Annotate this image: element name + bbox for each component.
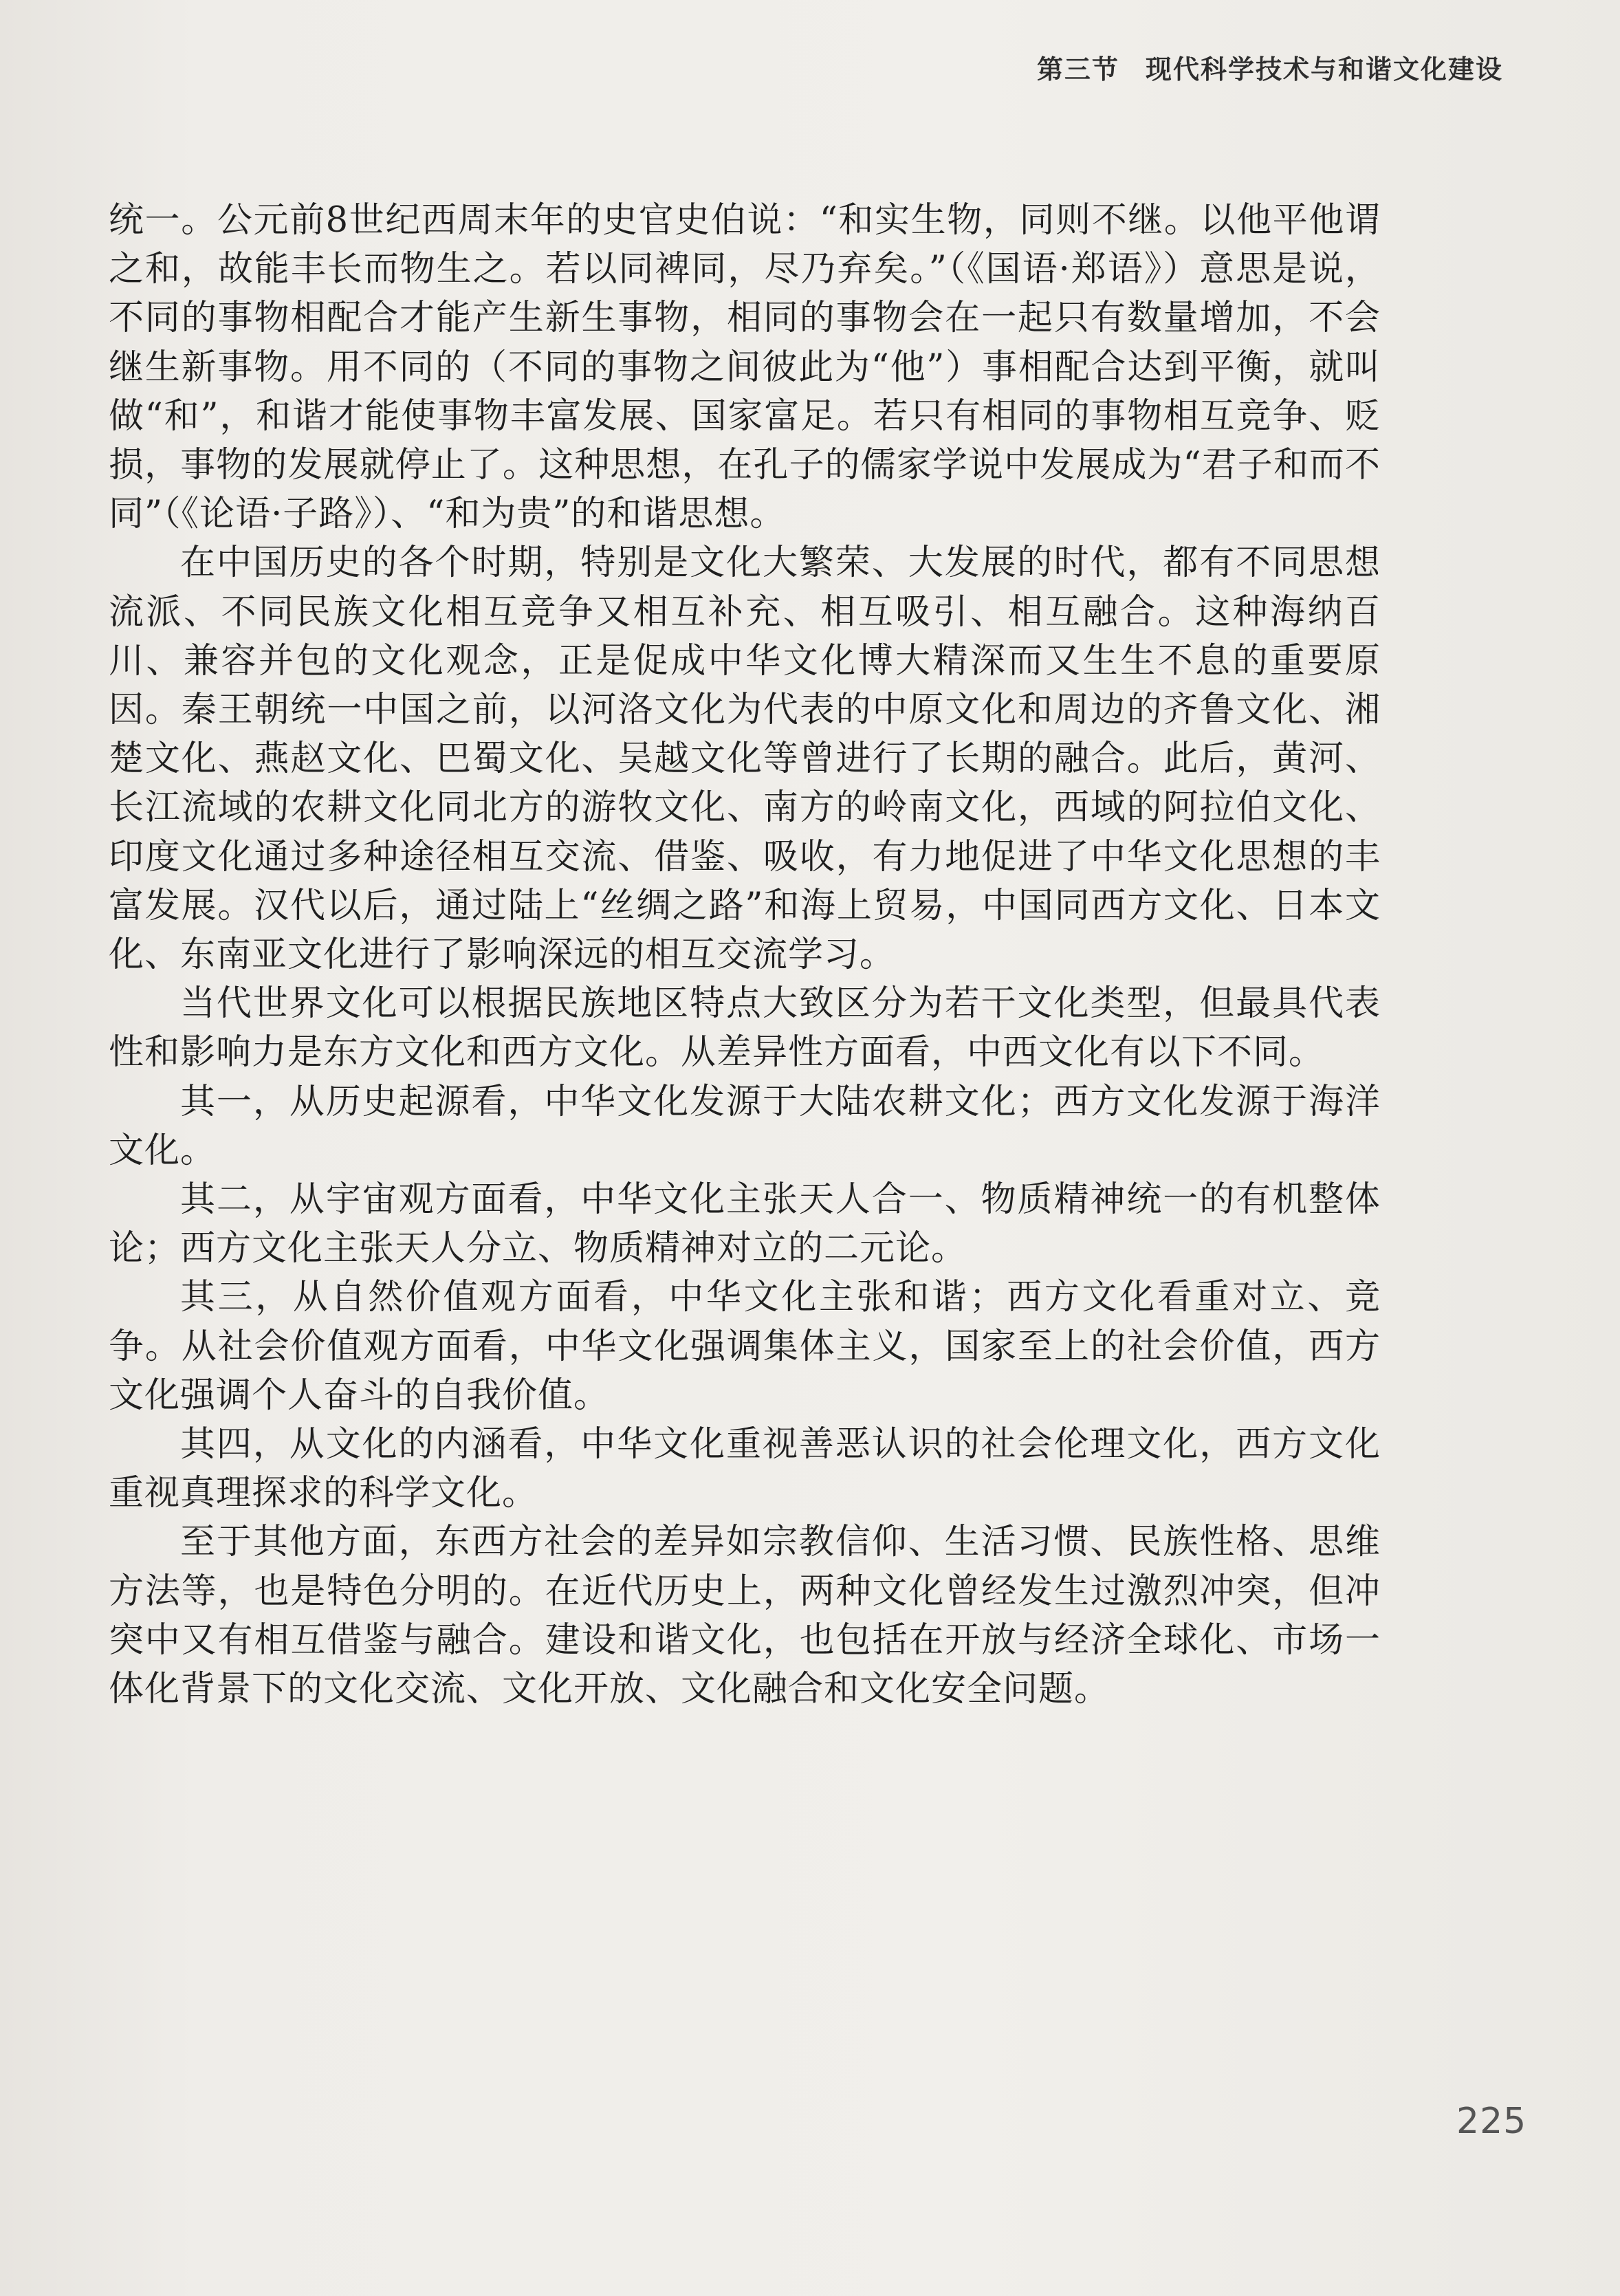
paragraph-history: 在中国历史的各个时期，特别是文化大繁荣、大发展的时代，都有不同思想流派、不同民族文化相互竞争又相互补充、相互吸引、相互融合。这种海纳百川、兼容并包的文化观念，正是促成中华文化博大精深而又生生不息的重要原因。秦王朝统一中国之前，以河洛文化为代表的中原文化和周边的齐鲁文化、湘楚文化、燕赵文化、巴蜀文化、吴越文化等曾进行了长期的融合。此后，黄河、长江流域的农耕文化同北方的游牧文化、南方的岭南文化，西域的阿拉伯文化、印度文化通过多种途径相互交流、借鉴、吸收，有力地促进了中华文化思想的丰富发展。汉代以后，通过陆上“丝绸之路”和海上贸易，中国同西方文化、日本文化、东南亚文化进行了影响深远的相互交流学习。 xyxy=(109,543,1381,976)
page-number: 225 xyxy=(1456,2101,1527,2142)
paragraph-difference-1: 其一，从历史起源看，中华文化发源于大陆农耕文化；西方文化发源于海洋文化。 xyxy=(109,1081,1381,1171)
running-head xyxy=(1037,48,1503,86)
paragraph-difference-3: 其三，从自然价值观方面看，中华文化主张和谐；西方文化看重对立、竞争。从社会价值观方面看，中华文化强调集体主义，国家至上的社会价值，西方文化强调个人奋斗的自我价值。 xyxy=(109,1277,1381,1416)
paragraph-world-culture: 当代世界文化可以根据民族地区特点大致区分为若干文化类型，但最具代表性和影响力是东方文化和西方文化。从差异性方面看，中西文化有以下不同。 xyxy=(109,983,1381,1073)
paragraph-continuation: 统一。公元前8世纪西周末年的史官史伯说：“和实生物，同则不继。以他平他谓之和，故能丰长而物生之。若以同裨同，尽乃弃矣。”（《国语·郑语》）意思是说，不同的事物相配合才能产生新生事物，相同的事物会在一起只有数量增加，不会继生新事物。用不同的（不同的事物之间彼此为“他”）事相配合达到平衡，就叫做“和”，和谐才能使事物丰富发展、国家富足。若只有相同的事物相互竞争、贬损，事物的发展就停止了。这种思想，在孔子的儒家学说中发展成为“君子和而不同”（《论语·子路》）、“和为贵”的和谐思想。 xyxy=(109,200,1381,535)
section-number: 第三节 xyxy=(1036,54,1119,85)
section-title: 现代科学技术与和谐文化建设 xyxy=(1145,54,1503,85)
paragraph-difference-4: 其四，从文化的内涵看，中华文化重视善恶认识的社会伦理文化，西方文化重视真理探求的科学文化。 xyxy=(109,1424,1381,1514)
paragraph-conclusion: 至于其他方面，东西方社会的差异如宗教信仰、生活习惯、民族性格、思维方法等，也是特色分明的。在近代历史上，两种文化曾经发生过激烈冲突，但冲突中又有相互借鉴与融合。建设和谐文化，也包括在开放与经济全球化、市场一体化背景下的文化交流、文化开放、文化融合和文化安全问题。 xyxy=(109,1522,1381,1710)
body-text xyxy=(109,196,1381,1714)
paragraph-difference-2: 其二，从宇宙观方面看，中华文化主张天人合一、物质精神统一的有机整体论；西方文化主张天人分立、物质精神对立的二元论。 xyxy=(109,1179,1381,1269)
